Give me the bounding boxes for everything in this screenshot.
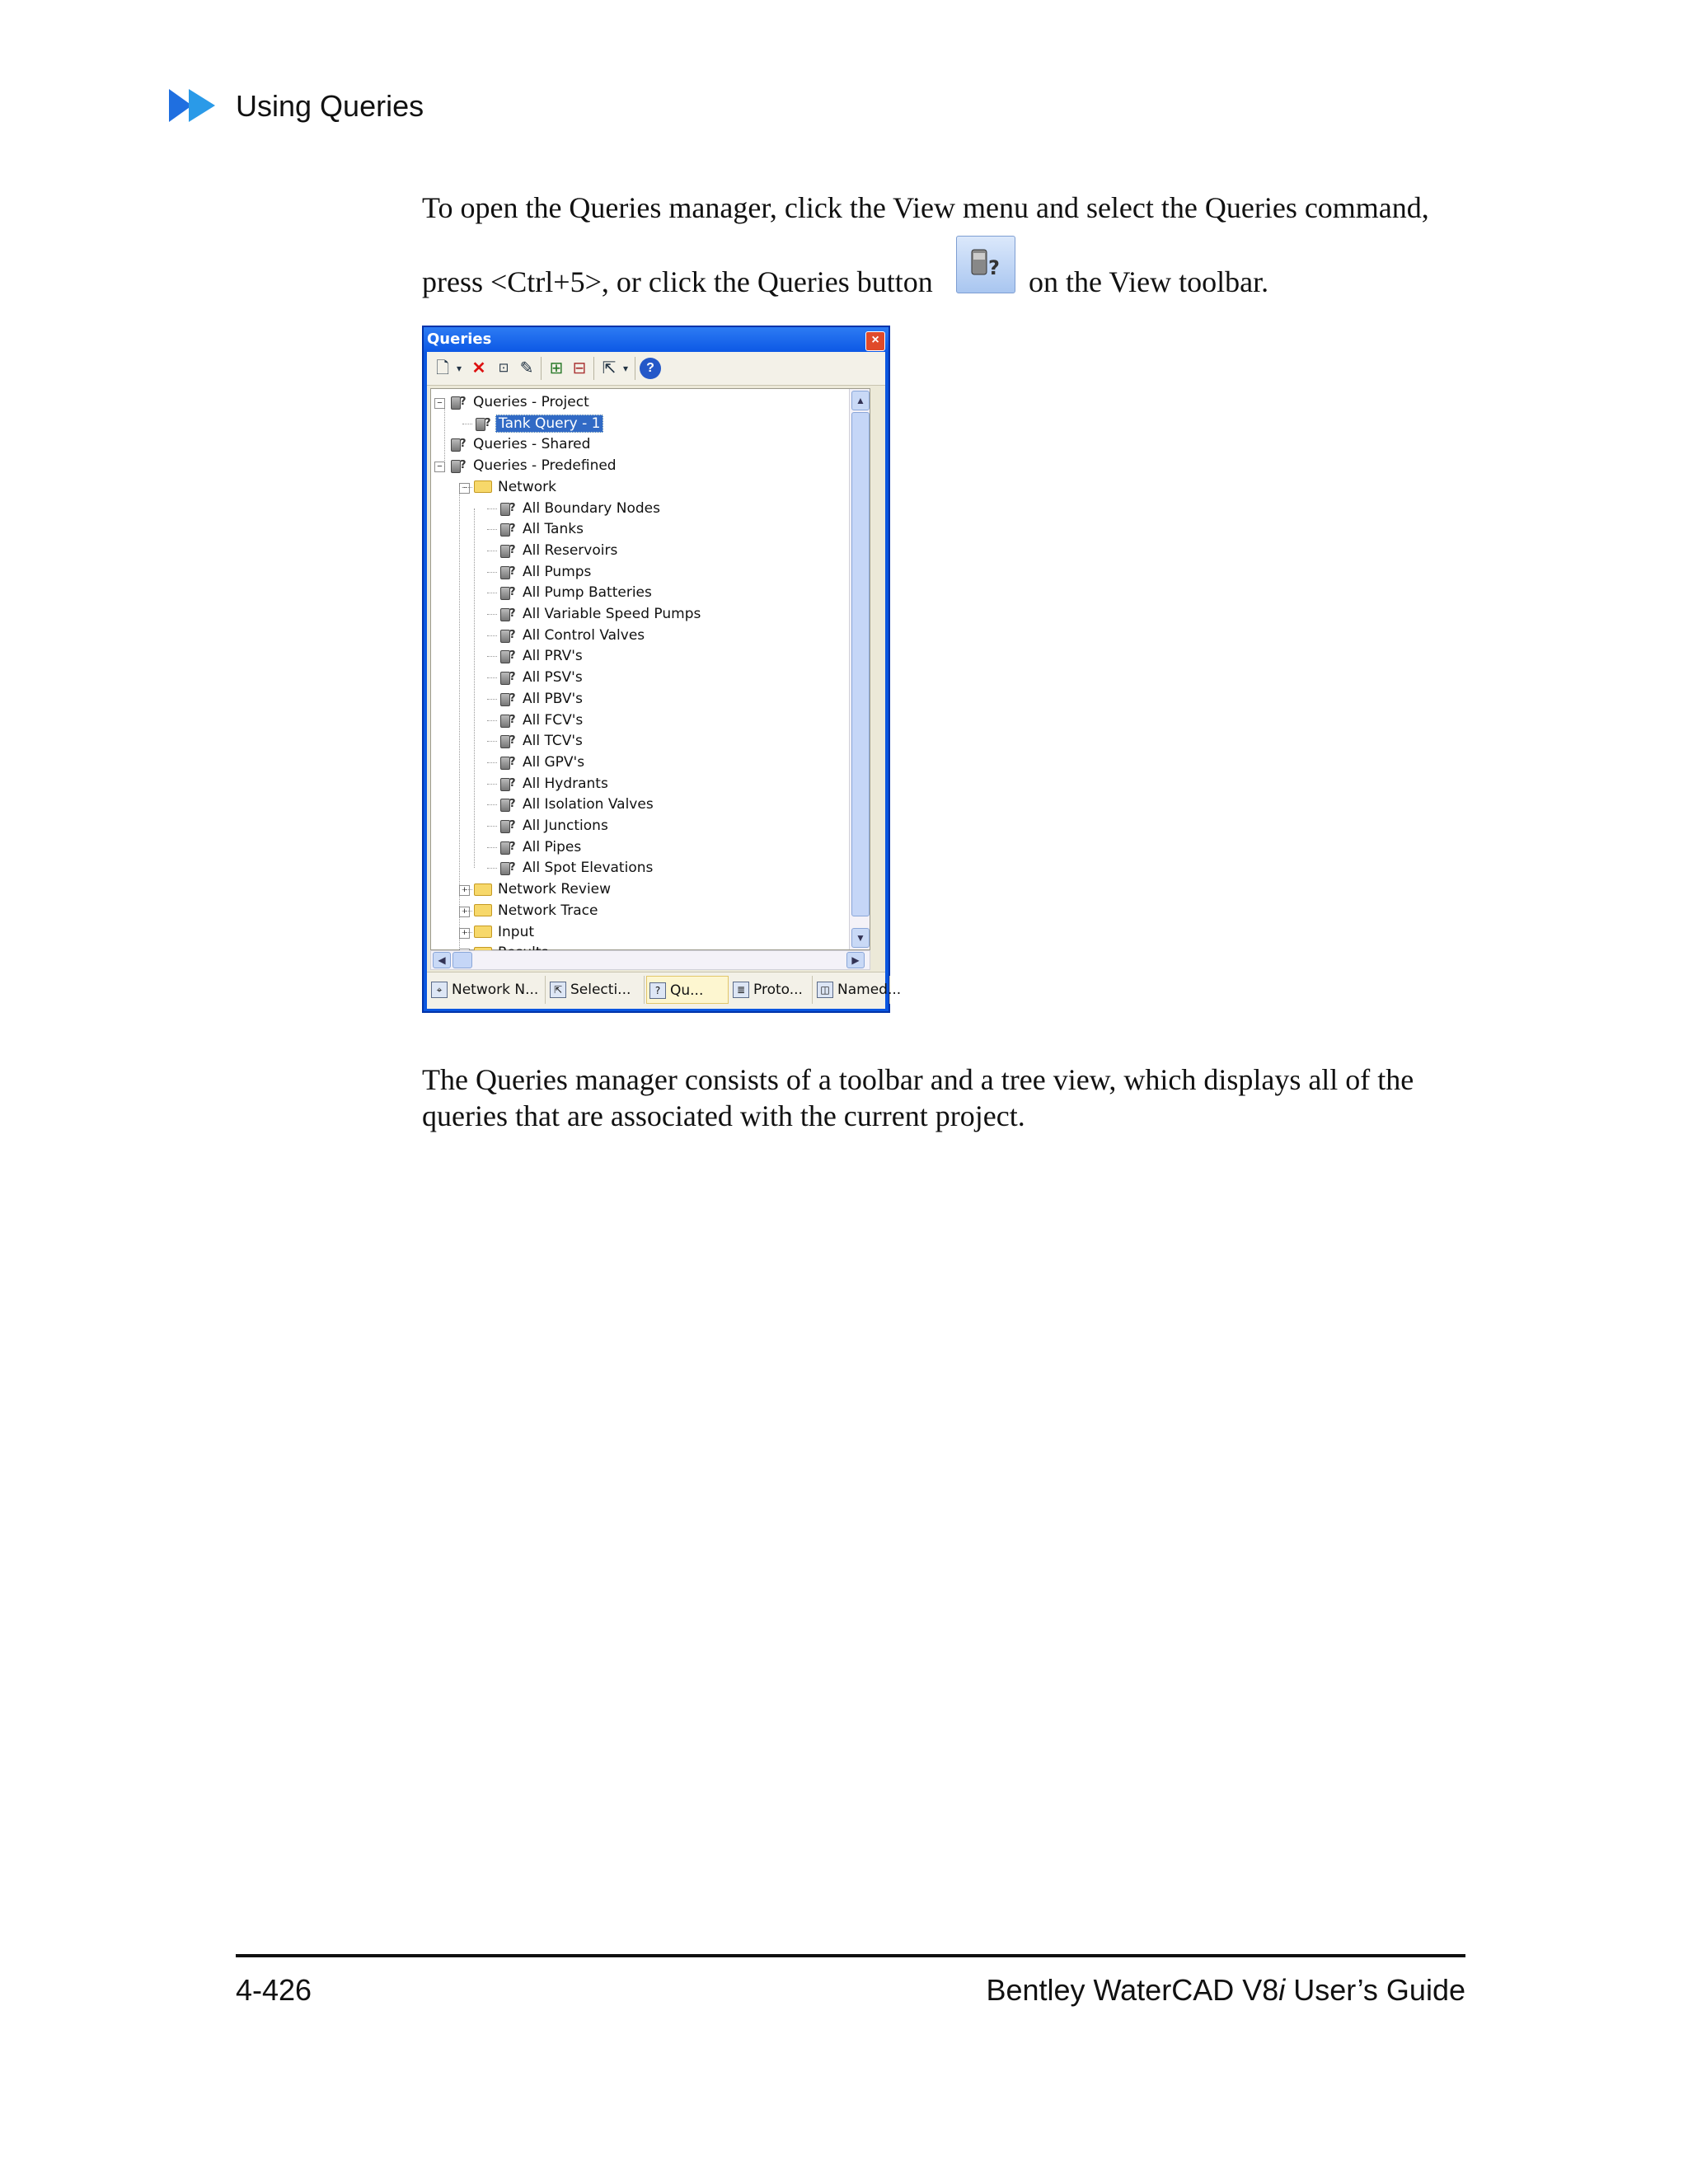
tree-item-label: All GPV's bbox=[523, 753, 585, 771]
tree-item-label: Queries - Shared bbox=[473, 436, 591, 453]
tree-connector bbox=[462, 487, 472, 488]
tree-item-label: Queries - Project bbox=[473, 394, 589, 410]
queries-toolbar bbox=[427, 352, 885, 386]
tree-item-label: All Variable Speed Pumps bbox=[523, 606, 701, 622]
selection-sets-icon: ⇱ bbox=[550, 982, 566, 998]
tree-connector bbox=[487, 741, 497, 742]
expand-icon[interactable]: + bbox=[459, 928, 470, 939]
window-title: Queries bbox=[424, 327, 889, 352]
folder-icon bbox=[474, 926, 492, 938]
tree-item[interactable] bbox=[499, 710, 585, 731]
tree-item[interactable] bbox=[499, 499, 663, 519]
tree-item-label: All Pipes bbox=[523, 838, 582, 855]
tree-item[interactable] bbox=[499, 562, 593, 583]
query-icon bbox=[499, 733, 517, 748]
query-icon bbox=[499, 670, 517, 685]
tree-connector bbox=[487, 868, 497, 869]
query-icon bbox=[499, 565, 517, 579]
tree-item[interactable] bbox=[449, 456, 619, 476]
tree-item[interactable] bbox=[499, 774, 611, 794]
tree-item-label: All FCV's bbox=[523, 711, 584, 729]
tree-item[interactable] bbox=[449, 392, 592, 413]
query-icon bbox=[499, 585, 517, 600]
tree-connector bbox=[487, 826, 497, 827]
section-title: Using Queries bbox=[236, 89, 424, 123]
tree-item[interactable] bbox=[499, 731, 585, 752]
query-icon bbox=[499, 776, 517, 791]
query-icon bbox=[499, 797, 517, 812]
query-icon bbox=[449, 395, 467, 410]
tree-item[interactable] bbox=[499, 541, 620, 561]
scroll-left-icon[interactable]: ◀ bbox=[433, 952, 451, 968]
tree-connector bbox=[444, 402, 445, 466]
expand-icon[interactable]: + bbox=[459, 885, 470, 896]
panel-tabs bbox=[427, 972, 902, 1009]
help-icon[interactable]: ? bbox=[640, 358, 661, 379]
close-icon[interactable]: × bbox=[865, 331, 885, 351]
tree-item[interactable] bbox=[474, 414, 603, 434]
tab-prototypes[interactable]: ≣ Proto... bbox=[730, 976, 813, 1004]
tree-item-label: All PBV's bbox=[523, 690, 584, 707]
queries-window bbox=[422, 326, 902, 1013]
scroll-right-icon[interactable]: ▶ bbox=[846, 952, 865, 968]
collapse-icon[interactable]: − bbox=[459, 483, 470, 494]
scroll-thumb[interactable] bbox=[851, 412, 870, 916]
folder-icon bbox=[474, 904, 492, 916]
tree-folder[interactable] bbox=[474, 922, 537, 943]
rename-icon[interactable]: ⊡ bbox=[498, 361, 509, 375]
tree-item[interactable] bbox=[499, 816, 611, 837]
intro-line-2-end: on the View toolbar. bbox=[1029, 265, 1269, 298]
query-icon bbox=[499, 628, 517, 643]
tree-item-label: All PSV's bbox=[523, 669, 583, 687]
query-icon bbox=[449, 458, 467, 473]
edit-icon[interactable]: ✎ bbox=[519, 359, 534, 377]
h-scroll-thumb[interactable] bbox=[452, 952, 472, 968]
tree-connector bbox=[487, 677, 497, 678]
tree-connector bbox=[487, 699, 497, 700]
tree-item-label: All PRV's bbox=[523, 648, 583, 665]
query-icon bbox=[474, 416, 492, 431]
tab-selection-sets[interactable]: ⇱ Selecti... bbox=[547, 976, 645, 1004]
intro-line-1: To open the Queries manager, click the View menu and select the Queries command, bbox=[422, 191, 1429, 224]
collapse-icon[interactable]: − bbox=[434, 398, 445, 409]
page-number: 4-426 bbox=[236, 1973, 312, 2007]
guide-title: Bentley WaterCAD V8i User’s Guide bbox=[986, 1973, 1465, 2007]
query-icon bbox=[449, 437, 467, 452]
scroll-down-icon[interactable]: ▼ bbox=[851, 928, 870, 948]
scroll-up-icon[interactable]: ▲ bbox=[851, 391, 870, 410]
intro-line-2-start: press <Ctrl+5>, or click the Queries button bbox=[422, 265, 933, 298]
folder-icon bbox=[474, 480, 492, 493]
select-dropdown-icon[interactable]: ▾ bbox=[622, 363, 629, 374]
toolbar-separator bbox=[541, 357, 542, 380]
tree-item[interactable] bbox=[499, 646, 585, 667]
toolbar-separator bbox=[593, 357, 594, 380]
tree-connector bbox=[474, 509, 475, 869]
tree-item-label: All Pumps bbox=[523, 563, 592, 580]
tree-folder[interactable] bbox=[474, 879, 613, 900]
tree-connector bbox=[462, 911, 472, 912]
new-icon[interactable]: 🗋 bbox=[435, 359, 450, 377]
footer-rule bbox=[236, 1954, 1465, 1957]
tree-connector bbox=[462, 889, 472, 890]
vertical-scrollbar[interactable] bbox=[849, 389, 870, 949]
tree-item-label: Queries - Predefined bbox=[473, 457, 617, 475]
tree-connector bbox=[459, 487, 460, 953]
expand-icon[interactable]: + bbox=[459, 907, 470, 917]
queries-tree bbox=[430, 388, 870, 950]
tree-connector bbox=[487, 784, 497, 785]
description-paragraph: The Queries manager consists of a toolbar and a tree view, which displays all of the queries that are associated with the current project. bbox=[422, 1063, 1414, 1132]
prototypes-icon: ≣ bbox=[733, 982, 749, 998]
tree-item-label: Network bbox=[498, 478, 556, 495]
tree-item[interactable] bbox=[499, 583, 654, 603]
window-body bbox=[427, 352, 902, 1008]
tree-item-label: Tank Query - 1 bbox=[495, 415, 603, 433]
tree-folder[interactable] bbox=[474, 901, 600, 921]
tree-item-label: All Control Valves bbox=[523, 626, 645, 644]
tree-item[interactable] bbox=[499, 689, 585, 710]
tree-item-label: All TCV's bbox=[523, 733, 583, 750]
tree-item-label: All Spot Elevations bbox=[523, 860, 654, 877]
chapter-arrows-icon bbox=[169, 87, 223, 124]
queries-tab-icon: ? bbox=[649, 982, 666, 999]
queries-toolbar-button-icon bbox=[956, 236, 1015, 293]
select-icon[interactable]: ⇱ bbox=[602, 359, 617, 377]
tree-connector bbox=[487, 529, 497, 530]
network-navigator-icon: ⌖ bbox=[431, 982, 448, 998]
tree-item[interactable] bbox=[449, 434, 593, 455]
tree-item[interactable] bbox=[499, 519, 586, 540]
query-icon bbox=[499, 818, 517, 833]
tree-connector bbox=[487, 804, 497, 805]
tree-item[interactable] bbox=[499, 837, 584, 858]
tree-item[interactable] bbox=[499, 668, 585, 688]
tree-item-label: All Reservoirs bbox=[523, 541, 618, 559]
tree-connector bbox=[487, 656, 497, 657]
tree-item-label: All Isolation Valves bbox=[523, 796, 654, 813]
named-views-icon: ◫ bbox=[817, 982, 833, 998]
query-icon bbox=[499, 607, 517, 621]
tree-item[interactable] bbox=[499, 858, 655, 879]
folder-icon bbox=[474, 883, 492, 896]
tree-item-label: All Pump Batteries bbox=[523, 584, 652, 602]
tree-folder[interactable] bbox=[474, 477, 559, 498]
query-icon bbox=[499, 840, 517, 855]
tree-connector bbox=[487, 635, 497, 636]
tree-item[interactable] bbox=[499, 794, 656, 815]
tree-connector bbox=[487, 720, 497, 721]
tree-item[interactable] bbox=[499, 752, 587, 773]
tree-item-label: All Hydrants bbox=[523, 775, 608, 792]
query-icon bbox=[499, 501, 517, 516]
tree-connector bbox=[487, 614, 497, 615]
tree-item-label: All Junctions bbox=[523, 818, 608, 834]
expand-all-icon[interactable]: ⊞ bbox=[549, 359, 564, 377]
tree-connector bbox=[487, 762, 497, 763]
query-icon bbox=[499, 755, 517, 770]
tab-named-views[interactable]: ◫ Named... bbox=[814, 976, 890, 1004]
tree-item-label: Network Review bbox=[498, 881, 612, 898]
tree-item[interactable] bbox=[499, 626, 647, 646]
query-icon bbox=[499, 522, 517, 537]
delete-icon[interactable]: ✕ bbox=[471, 359, 486, 377]
tree-item[interactable] bbox=[499, 604, 703, 625]
query-icon bbox=[499, 543, 517, 558]
tab-queries[interactable]: ? Qu... bbox=[646, 976, 729, 1004]
query-icon bbox=[499, 713, 517, 728]
tree-connector bbox=[462, 932, 472, 933]
tree-connector bbox=[487, 847, 497, 848]
tree-item-label: All Tanks bbox=[523, 521, 584, 538]
tab-network-navigator[interactable]: ⌖ Network N... bbox=[429, 976, 546, 1004]
horizontal-scrollbar[interactable] bbox=[430, 950, 870, 970]
collapse-icon[interactable]: − bbox=[434, 462, 445, 472]
new-dropdown-icon[interactable]: ▾ bbox=[456, 363, 462, 374]
query-icon bbox=[499, 860, 517, 875]
query-icon bbox=[499, 691, 517, 706]
collapse-all-icon[interactable]: ⊟ bbox=[572, 359, 587, 377]
tree-connector bbox=[487, 572, 497, 573]
tree-item-label: Network Trace bbox=[498, 902, 598, 919]
tree-item-label: Input bbox=[498, 923, 535, 940]
tree-item-label: All Boundary Nodes bbox=[523, 499, 660, 517]
svg-text:?: ? bbox=[988, 256, 1000, 279]
query-icon bbox=[499, 649, 517, 663]
